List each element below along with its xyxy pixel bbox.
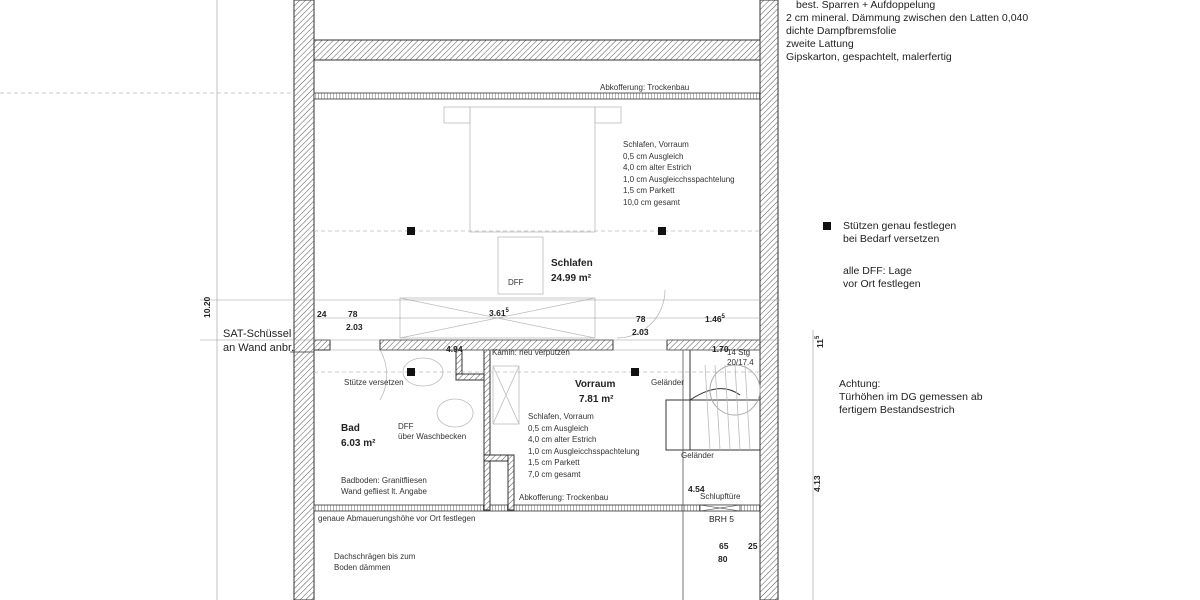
build-up-line: 4,0 cm alter Estrich (528, 435, 597, 444)
dimension-1-70: 1.70 (712, 344, 729, 354)
room-name: Schlafen (551, 258, 593, 269)
dimension-4-13: 4.13 (812, 475, 822, 492)
dim-value: 11 (815, 339, 825, 348)
abmauerung-note: genaue Abmauerungshöhe vor Ort festlegen (318, 514, 476, 523)
dff-label-bad (398, 422, 466, 442)
note-line: Türhöhen im DG gemessen ab (839, 391, 983, 403)
side-note-stuetzen (843, 220, 956, 246)
room-label-bad (341, 421, 375, 451)
build-up-line: 0,5 cm Ausgleich (623, 151, 684, 161)
dimension-4-94: 4.94 (446, 344, 463, 354)
note-line: Boden dämmen (334, 563, 391, 572)
sat-note (223, 327, 294, 355)
room-name: Vorraum (575, 379, 616, 390)
note-line: 2 cm mineral. Dämmung zwischen den Latten 0,040 (786, 12, 1029, 24)
dim-sup: 5 (815, 335, 822, 339)
note-line: Gipskarton, gespachtelt, malerfertig (786, 51, 952, 63)
brh-label: BRH 5 (709, 514, 735, 524)
note-line: DFF (398, 422, 414, 431)
build-up-line: 4,0 cm alter Estrich (623, 163, 692, 172)
abkofferung-label-top: Abkofferung: Trockenbau (600, 83, 690, 92)
note-line: Wand gefliest lt. Angabe (341, 487, 427, 496)
dimension-78-right: 78 (636, 314, 646, 324)
dim-sup: 5 (721, 314, 725, 321)
dimension-1-46 (705, 314, 725, 325)
room-name: Bad (341, 423, 360, 434)
note-line: zweite Lattung (786, 38, 854, 50)
room-area: 7.81 m² (578, 394, 614, 405)
abkofferung-label-bottom: Abkofferung: Trockenbau (519, 493, 609, 502)
build-up-line: 1,5 cm Parkett (623, 186, 675, 195)
build-up-line: 1,5 cm Parkett (528, 458, 580, 467)
dimension-2-03-right: 2.03 (632, 327, 649, 337)
dimension-80: 80 (718, 554, 728, 564)
dimension-3-61 (489, 308, 509, 319)
dimension-11-5 (815, 336, 826, 348)
note-line: fertigem Bestandsestrich (839, 404, 955, 416)
note-line: an Wand anbr. (223, 342, 295, 354)
note-line: SAT-Schüssel (223, 328, 292, 340)
note-line: alle DFF: Lage (843, 265, 912, 277)
dimension-78-left: 78 (348, 309, 358, 319)
side-note-dff (843, 265, 921, 291)
note-line: Stützen genau festlegen (843, 220, 957, 232)
stuetze-versetzen-label: Stütze versetzen (344, 378, 404, 387)
dimension-total-height: 10.20 (202, 296, 212, 318)
dim-value: 3.61 (489, 308, 506, 318)
dim-sup: 5 (505, 308, 509, 315)
build-up-line: Schlafen, Vorraum (623, 140, 689, 149)
build-up-line: 1,0 cm Ausgleicchsspachtelung (623, 174, 735, 184)
schlupftuere-label: Schlupftüre (700, 492, 741, 501)
note-line: über Waschbecken (398, 432, 467, 441)
room-area: 24.99 m² (551, 273, 592, 284)
room-area: 6.03 m² (341, 438, 376, 449)
stair-ratio: 20/17.4 (727, 358, 754, 367)
dimension-25: 25 (748, 541, 758, 551)
floor-build-up-vorraum (528, 411, 640, 480)
build-up-line: 7,0 cm gesamt (528, 469, 581, 479)
side-note-achtung (839, 378, 983, 417)
note-line: bei Bedarf versetzen (843, 233, 940, 245)
dim-value: 1.46 (705, 314, 722, 324)
bad-floor-note (341, 475, 427, 497)
note-line: Dachschrägen bis zum (334, 552, 416, 561)
dimension-65: 65 (719, 541, 729, 551)
note-line: Badboden: Granitfliesen (341, 476, 427, 485)
kamin-label: Kamin: neu verputzen (492, 348, 570, 357)
note-line: vor Ort festlegen (843, 278, 921, 290)
dachschraegen-note (334, 551, 415, 573)
dimension-2-03-left: 2.03 (346, 322, 363, 332)
room-label-schlafen (551, 256, 593, 286)
note-line: best. Sparren + Aufdoppelung (796, 0, 936, 11)
build-up-line: 1,0 cm Ausgleicchsspachtelung (528, 446, 640, 456)
build-up-line: 10,0 cm gesamt (623, 197, 680, 207)
abkofferung-strip-bottom (314, 505, 760, 511)
dff-label-schlafen: DFF (508, 278, 524, 287)
abkofferung-strip-top (314, 93, 760, 99)
room-label-vorraum (575, 377, 615, 407)
gelaender-label-2: Geländer (681, 451, 714, 460)
note-line: dichte Dampfbremsfolie (786, 25, 897, 37)
dimension-4-54: 4.54 (688, 484, 705, 494)
note-line: Achtung: (839, 378, 881, 390)
build-up-line: 0,5 cm Ausgleich (528, 423, 589, 433)
floor-build-up-schlafen (623, 139, 735, 208)
build-up-line: Schlafen, Vorraum (528, 412, 594, 421)
stairs-label (727, 348, 754, 368)
construction-notes (786, 0, 1028, 64)
stair-count: 14 Stg (727, 348, 751, 357)
gelaender-label-1: Geländer (651, 378, 684, 387)
dimension-24: 24 (317, 309, 327, 319)
